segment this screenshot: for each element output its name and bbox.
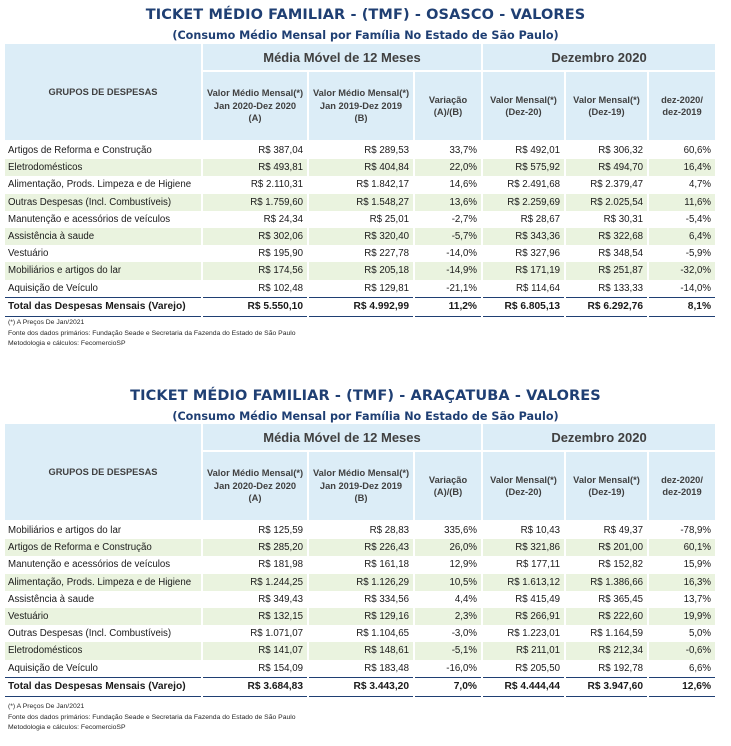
value-cell: -5,4% (648, 211, 716, 228)
category-cell: Total das Despesas Mensais (Varejo) (5, 297, 202, 316)
value-cell: 6,4% (648, 228, 716, 245)
value-cell: 26,0% (414, 539, 482, 556)
value-cell: R$ 192,78 (565, 660, 648, 678)
value-cell: R$ 6.805,13 (482, 297, 565, 316)
column-header-line: (Dez-20) (505, 487, 542, 497)
category-cell: Assistência à saude (5, 591, 202, 608)
value-cell: R$ 28,83 (308, 521, 414, 539)
value-cell: R$ 3.684,83 (202, 677, 308, 696)
column-header-line: (B) (354, 493, 368, 504)
value-cell: R$ 575,92 (482, 159, 565, 176)
column-header (565, 451, 648, 521)
value-cell: -14,0% (648, 280, 716, 298)
value-cell: R$ 348,54 (565, 245, 648, 262)
table-row (5, 660, 716, 678)
value-cell: R$ 320,40 (308, 228, 414, 245)
value-cell: R$ 2.259,69 (482, 194, 565, 211)
value-cell: R$ 415,49 (482, 591, 565, 608)
value-cell: 60,6% (648, 141, 716, 159)
value-cell: R$ 49,37 (565, 521, 648, 539)
footnotes (8, 702, 296, 734)
value-cell: -3,0% (414, 625, 482, 642)
value-cell: R$ 327,96 (482, 245, 565, 262)
column-header-line: Jan 2020-Dez 2020 (213, 100, 297, 111)
value-cell: R$ 154,09 (202, 660, 308, 678)
value-cell: R$ 102,48 (202, 280, 308, 298)
value-cell: R$ 1.548,27 (308, 194, 414, 211)
value-cell: R$ 195,90 (202, 245, 308, 262)
value-cell: R$ 322,68 (565, 228, 648, 245)
value-cell: 7,0% (414, 677, 482, 696)
value-cell: R$ 3.443,20 (308, 677, 414, 696)
value-cell: R$ 492,01 (482, 141, 565, 159)
value-cell: R$ 1.071,07 (202, 625, 308, 642)
column-header-line: Valor Mensal(*) (490, 94, 557, 105)
column-header-line: (A)/(B) (433, 107, 463, 117)
column-header-line: Variação (428, 474, 468, 485)
value-cell: R$ 404,84 (308, 159, 414, 176)
value-cell: -16,0% (414, 660, 482, 678)
group-header-december: Dezembro 2020 (482, 424, 716, 451)
value-cell: R$ 1.842,17 (308, 176, 414, 193)
category-cell: Aquisição de Veículo (5, 280, 202, 298)
column-header-line: Jan 2019-Dez 2019 (319, 100, 403, 111)
value-cell: 13,7% (648, 591, 716, 608)
footnote: Metodologia e cálculos: FecomercioSP (8, 724, 126, 732)
value-cell: R$ 205,18 (308, 262, 414, 279)
category-cell: Total das Despesas Mensais (Varejo) (5, 677, 202, 696)
table-row (5, 642, 716, 659)
table-title: TICKET MÉDIO FAMILIAR - (TMF) - ARAÇATUBA - VALORES (130, 388, 601, 404)
value-cell: 2,3% (414, 608, 482, 625)
table-subtitle: (Consumo Médio Mensal por Família No Estado de São Paulo) (172, 29, 559, 42)
value-cell: R$ 494,70 (565, 159, 648, 176)
category-cell: Eletrodomésticos (5, 642, 202, 659)
value-cell: R$ 3.947,60 (565, 677, 648, 696)
category-cell: Alimentação, Prods. Limpeza e de Higiene (5, 574, 202, 591)
total-row (5, 677, 716, 696)
value-cell: 4,7% (648, 176, 716, 193)
footnote: (*) A Preços De Jan/2021 (8, 319, 85, 326)
column-header-line: (Dez-19) (588, 487, 625, 497)
value-cell: R$ 205,50 (482, 660, 565, 678)
table-row (5, 591, 716, 608)
column-header-line: Valor Mensal(*) (573, 94, 640, 105)
value-cell: R$ 227,78 (308, 245, 414, 262)
value-cell: R$ 2.025,54 (565, 194, 648, 211)
value-cell: R$ 1.164,59 (565, 625, 648, 642)
value-cell: 19,9% (648, 608, 716, 625)
value-cell: 335,6% (414, 521, 482, 539)
value-cell: R$ 201,00 (565, 539, 648, 556)
category-cell: Assistência à saude (5, 228, 202, 245)
table-row (5, 521, 716, 539)
value-cell: R$ 181,98 (202, 556, 308, 573)
column-header-line: Valor Mensal(*) (490, 474, 557, 485)
value-cell: R$ 226,43 (308, 539, 414, 556)
table-row (5, 539, 716, 556)
value-cell: R$ 321,86 (482, 539, 565, 556)
value-cell: 11,2% (414, 297, 482, 316)
value-cell: R$ 2.379,47 (565, 176, 648, 193)
value-cell: R$ 493,81 (202, 159, 308, 176)
column-header-line: dez-2020/ (661, 94, 703, 105)
value-cell: -32,0% (648, 262, 716, 279)
value-cell: R$ 1.104,65 (308, 625, 414, 642)
column-header (482, 451, 565, 521)
category-cell: Alimentação, Prods. Limpeza e de Higiene (5, 176, 202, 193)
value-cell: 5,0% (648, 625, 716, 642)
value-cell: R$ 28,67 (482, 211, 565, 228)
column-header-line: Valor Mensal(*) (573, 474, 640, 485)
value-cell: R$ 174,56 (202, 262, 308, 279)
value-cell: R$ 365,45 (565, 591, 648, 608)
column-header-line: (A)/(B) (433, 487, 463, 497)
value-cell: R$ 1.223,01 (482, 625, 565, 642)
value-cell: R$ 306,32 (565, 141, 648, 159)
value-cell: 13,6% (414, 194, 482, 211)
value-cell: R$ 211,01 (482, 642, 565, 659)
column-header-line: Jan 2020-Dez 2020 (213, 480, 297, 491)
value-cell: R$ 25,01 (308, 211, 414, 228)
column-header-line: Variação (428, 94, 468, 105)
value-cell: R$ 349,43 (202, 591, 308, 608)
value-cell: R$ 4.444,44 (482, 677, 565, 696)
value-cell: 12,9% (414, 556, 482, 573)
category-cell: Outras Despesas (Incl. Combustíveis) (5, 194, 202, 211)
value-cell: -14,9% (414, 262, 482, 279)
value-cell: 10,5% (414, 574, 482, 591)
value-cell: R$ 212,34 (565, 642, 648, 659)
value-cell: 11,6% (648, 194, 716, 211)
column-header (414, 451, 482, 521)
column-header-line: (A) (248, 493, 262, 504)
category-cell: Vestuário (5, 608, 202, 625)
value-cell: R$ 152,82 (565, 556, 648, 573)
table-body (5, 521, 716, 696)
value-cell: R$ 10,43 (482, 521, 565, 539)
value-cell: R$ 1.613,12 (482, 574, 565, 591)
column-header (202, 451, 308, 521)
column-header-line: Valor Médio Mensal(*) (312, 88, 410, 99)
value-cell: R$ 133,33 (565, 280, 648, 298)
footnote: Metodologia e cálculos: FecomercioSP (8, 340, 126, 348)
value-cell: 22,0% (414, 159, 482, 176)
value-cell: R$ 251,87 (565, 262, 648, 279)
table-row (5, 608, 716, 625)
value-cell: -5,7% (414, 228, 482, 245)
footnote: Fonte dos dados primários: Fundação Seade e Secretaria da Fazenda do Estado de São Paulo (8, 713, 296, 721)
category-cell: Eletrodomésticos (5, 159, 202, 176)
value-cell: R$ 343,36 (482, 228, 565, 245)
column-header-line: (A) (248, 113, 262, 124)
value-cell: -2,7% (414, 211, 482, 228)
value-cell: R$ 177,11 (482, 556, 565, 573)
column-header (648, 451, 716, 521)
footnote: Fonte dos dados primários: Fundação Seade e Secretaria da Fazenda do Estado de São Paulo (8, 329, 296, 337)
value-cell: -14,0% (414, 245, 482, 262)
value-cell: R$ 1.759,60 (202, 194, 308, 211)
value-cell: R$ 285,20 (202, 539, 308, 556)
value-cell: R$ 6.292,76 (565, 297, 648, 316)
category-cell: Outras Despesas (Incl. Combustíveis) (5, 625, 202, 642)
value-cell: R$ 183,48 (308, 660, 414, 678)
value-cell: R$ 30,31 (565, 211, 648, 228)
column-header-line: dez-2019 (662, 487, 702, 497)
category-cell: Artigos de Reforma e Construção (5, 141, 202, 159)
category-cell: Artigos de Reforma e Construção (5, 539, 202, 556)
value-cell: R$ 161,18 (308, 556, 414, 573)
value-cell: -0,6% (648, 642, 716, 659)
table-title: TICKET MÉDIO FAMILIAR - (TMF) - OSASCO - VALORES (145, 7, 586, 23)
value-cell: R$ 141,07 (202, 642, 308, 659)
value-cell: 16,4% (648, 159, 716, 176)
value-cell: R$ 2.491,68 (482, 176, 565, 193)
column-header-line: (Dez-20) (505, 107, 542, 117)
value-cell: -21,1% (414, 280, 482, 298)
category-cell: Manutenção e acessórios de veículos (5, 211, 202, 228)
value-cell: R$ 129,81 (308, 280, 414, 298)
column-header-line: Jan 2019-Dez 2019 (319, 480, 403, 491)
value-cell: R$ 1.126,29 (308, 574, 414, 591)
category-cell: Vestuário (5, 245, 202, 262)
value-cell: R$ 1.386,66 (565, 574, 648, 591)
value-cell: 4,4% (414, 591, 482, 608)
value-cell: R$ 2.110,31 (202, 176, 308, 193)
value-cell: R$ 266,91 (482, 608, 565, 625)
expense-table (5, 424, 717, 697)
category-cell: Aquisição de Veículo (5, 660, 202, 678)
value-cell: R$ 302,06 (202, 228, 308, 245)
table-row (5, 574, 716, 591)
value-cell: R$ 148,61 (308, 642, 414, 659)
table-row (5, 556, 716, 573)
value-cell: R$ 387,04 (202, 141, 308, 159)
value-cell: 8,1% (648, 297, 716, 316)
value-cell: R$ 24,34 (202, 211, 308, 228)
value-cell: 60,1% (648, 539, 716, 556)
column-header-line: dez-2019 (662, 107, 702, 117)
value-cell: 14,6% (414, 176, 482, 193)
value-cell: 33,7% (414, 141, 482, 159)
value-cell: R$ 125,59 (202, 521, 308, 539)
value-cell: -78,9% (648, 521, 716, 539)
column-header-line: dez-2020/ (661, 474, 703, 485)
column-header-line: (B) (354, 113, 368, 124)
group-header-moving-average: Média Móvel de 12 Meses (202, 44, 482, 71)
table-subtitle: (Consumo Médio Mensal por Família No Estado de São Paulo) (172, 410, 559, 423)
value-cell: 6,6% (648, 660, 716, 678)
column-header-line: (Dez-19) (588, 107, 625, 117)
group-header-moving-average: Média Móvel de 12 Meses (202, 424, 482, 451)
value-cell: 12,6% (648, 677, 716, 696)
column-header-groups: GRUPOS DE DESPESAS (5, 44, 202, 141)
value-cell: R$ 5.550,10 (202, 297, 308, 316)
column-header-line: Valor Médio Mensal(*) (206, 468, 304, 479)
column-header-line: Valor Médio Mensal(*) (312, 468, 410, 479)
column-header (308, 451, 414, 521)
value-cell: R$ 334,56 (308, 591, 414, 608)
value-cell: R$ 129,16 (308, 608, 414, 625)
value-cell: -5,1% (414, 642, 482, 659)
value-cell: R$ 114,64 (482, 280, 565, 298)
column-header-groups: GRUPOS DE DESPESAS (5, 424, 202, 521)
value-cell: -5,9% (648, 245, 716, 262)
column-header-line: Valor Médio Mensal(*) (206, 88, 304, 99)
value-cell: 15,9% (648, 556, 716, 573)
value-cell: 16,3% (648, 574, 716, 591)
value-cell: R$ 1.244,25 (202, 574, 308, 591)
group-header-december: Dezembro 2020 (482, 44, 716, 71)
category-cell: Mobiliários e artigos do lar (5, 521, 202, 539)
value-cell: R$ 171,19 (482, 262, 565, 279)
value-cell: R$ 4.992,99 (308, 297, 414, 316)
table-row (5, 625, 716, 642)
category-cell: Manutenção e acessórios de veículos (5, 556, 202, 573)
value-cell: R$ 222,60 (565, 608, 648, 625)
footnote: (*) A Preços De Jan/2021 (8, 703, 85, 710)
value-cell: R$ 289,53 (308, 141, 414, 159)
category-cell: Mobiliários e artigos do lar (5, 262, 202, 279)
value-cell: R$ 132,15 (202, 608, 308, 625)
